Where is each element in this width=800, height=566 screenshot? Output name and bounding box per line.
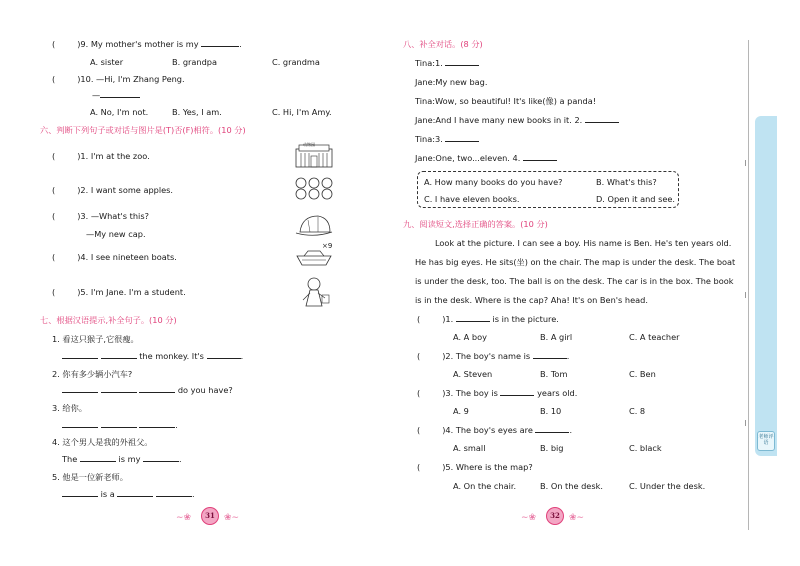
reading-q3-option-c[interactable]: C. 8 [629,406,646,416]
sec7-1-blank-2[interactable] [101,351,137,359]
q9-option-b[interactable]: B. grandpa [172,57,218,67]
dialog-line-1: Tina:1. [415,57,479,69]
reading-q5-option-b[interactable]: B. On the desk. [540,481,603,491]
apples-image [294,176,334,200]
q10-option-b[interactable]: B. Yes, I am. [172,107,222,117]
reading-q1-option-c[interactable]: C. A teacher [629,332,680,342]
dialog-line-6: Jane:One, two...eleven. 4. [415,152,557,164]
sec7-1-blank-1[interactable] [62,351,98,359]
q10-line: ( )10. —Hi, I'm Zhang Peng. [52,74,185,84]
section-6-title: 六、判断下列句子或对话与图片是(T)否(F)相符。(10 分) [40,125,246,135]
q10-blank[interactable] [100,90,140,98]
sec6-item-4: ( )4. I see nineteen boats. [52,252,177,262]
dialog-line-4: Jane:And I have many new books in it. 2. [415,114,619,126]
options-box [417,171,679,208]
binding-tick-mark [745,160,752,166]
binding-tick-mark [745,292,752,298]
sec7-5-blank-1[interactable] [62,489,98,497]
swirl-decoration-icon: ∼❀ [176,513,192,523]
page-number-left [170,504,250,528]
reading-q4-blank[interactable] [535,425,569,433]
sec7-5-blank-3[interactable] [156,489,192,497]
sec7-3-blank-1[interactable] [62,420,98,428]
sec6-item-1: ( )1. I'm at the zoo. [52,151,150,161]
binding-edge-line [748,40,749,530]
sec7-4-blank-1[interactable] [80,454,116,462]
q9-option-a[interactable]: A. sister [90,57,124,67]
swirl-decoration-icon: ❀∼ [224,513,240,523]
section-7-title: 七、根据汉语提示,补全句子。(10 分) [40,315,177,325]
passage-line-4: is in the desk. Where is the cap? Aha! It's on Ben's head. [415,295,648,305]
sec7-2-blank-2[interactable] [101,385,137,393]
reading-q4-option-b[interactable]: B. big [540,443,564,453]
reading-q5-option-a[interactable]: A. On the chair. [453,481,517,491]
sec7-item-5-en: is a . [62,488,195,500]
sec7-3-blank-3[interactable] [139,420,175,428]
right-page [395,0,800,566]
reading-q3-blank[interactable] [500,388,534,396]
reading-q2-option-a[interactable]: A. Steven [453,369,493,379]
reading-q4-option-c[interactable]: C. black [629,443,662,453]
box-option-d[interactable]: D. Open it and see. [596,194,676,204]
sec7-2-blank-3[interactable] [139,385,175,393]
passage-line-1: Look at the picture. I can see a boy. His name is Ben. He's ten years old. [435,238,732,248]
boat-image [294,248,334,268]
sec6-item-3-reply: —My new cap. [86,229,146,239]
dialog-blank-3[interactable] [445,134,479,142]
reading-q4-option-a[interactable]: A. small [453,443,486,453]
reading-q1-option-a[interactable]: A. A boy [453,332,487,342]
dialog-blank-1[interactable] [445,58,479,66]
sec7-item-4-cn: 4. 这个男人是我的外祖父。 [52,437,153,447]
sec7-2-blank-1[interactable] [62,385,98,393]
binding-tick-mark [745,420,752,426]
reading-q2-option-b[interactable]: B. Tom [540,369,568,379]
page-number-badge: 32 [546,507,564,525]
q9-blank[interactable] [201,39,239,47]
student-girl-image [296,276,332,310]
swirl-decoration-icon: ❀∼ [569,513,585,523]
sec7-1-blank-3[interactable] [207,351,241,359]
sec7-5-blank-2[interactable] [117,489,153,497]
sec7-item-2-en: do you have? [62,384,233,396]
passage-line-2: He has big eyes. He sits(坐) on the chair. The map is under the desk. The boat [415,257,736,267]
swirl-decoration-icon: ∼❀ [521,513,537,523]
reading-q5: ( )5. Where is the map? [417,462,533,472]
sec7-item-4-en: The is my . [62,454,182,464]
sec7-4-blank-2[interactable] [143,454,179,462]
box-option-c[interactable]: C. I have eleven books. [424,194,520,204]
sec6-item-3: ( )3. —What's this? [52,211,149,221]
reading-q3-option-b[interactable]: B. 10 [540,406,562,416]
sec7-item-1-en: the monkey. It's . [62,350,243,362]
reading-q2-option-c[interactable]: C. Ben [629,369,656,379]
passage-line-3: is under the desk, too. The ball is on the desk. The car is in the box. The book [415,276,734,286]
q10-option-a[interactable]: A. No, I'm not. [90,107,149,117]
reading-q1: ( )1. is in the picture. [417,314,559,324]
reading-q2: ( )2. The boy's name is . [417,351,570,361]
box-option-a[interactable]: A. How many books do you have? [424,177,563,187]
cap-image [294,212,334,238]
left-page [0,0,395,566]
reading-q3: ( )3. The boy is years old. [417,388,578,398]
q10-option-c[interactable]: C. Hi, I'm Amy. [272,107,332,117]
sec7-item-1-cn: 1. 看这只猴子,它很瘦。 [52,334,139,344]
reading-q1-blank[interactable] [456,314,490,322]
sec6-item-2: ( )2. I want some apples. [52,185,174,195]
reading-q5-option-c[interactable]: C. Under the desk. [629,481,706,491]
page-number-right [515,504,595,528]
sec7-item-2-cn: 2. 你有多少辆小汽车? [52,369,133,379]
teacher-comment-box: 老师评语 [757,431,775,451]
reading-q2-blank[interactable] [533,351,567,359]
sec7-3-blank-2[interactable] [101,420,137,428]
reading-q3-option-a[interactable]: A. 9 [453,406,469,416]
reading-q4: ( )4. The boy's eyes are . [417,425,573,435]
box-option-b[interactable]: B. What's this? [596,177,657,187]
dialog-line-3: Tina:Wow, so beautiful! It's like(像) a panda! [415,96,597,106]
q10-reply: — [92,89,140,101]
dialog-blank-2[interactable] [585,115,619,123]
sec7-item-3-en: . [62,419,178,431]
page-number-badge: 31 [201,507,219,525]
zoo-sign-label: 动物园 [303,142,315,147]
section-9-title: 九、阅读短文,选择正确的答案。(10 分) [403,219,548,229]
boats-count-label: ×9 [322,242,333,250]
q9-option-c[interactable]: C. grandma [272,57,320,67]
sec7-item-5-cn: 5. 他是一位新老师。 [52,472,128,482]
reading-q1-option-b[interactable]: B. A girl [540,332,573,342]
dialog-blank-4[interactable] [523,153,557,161]
section-8-title: 八、补全对话。(8 分) [403,39,483,49]
sec7-item-3-cn: 3. 给你。 [52,403,87,413]
dialog-line-2: Jane:My new bag. [415,77,488,87]
sec6-item-5: ( )5. I'm Jane. I'm a student. [52,287,186,297]
q9-line: ( )9. My mother's mother is my . [52,39,242,49]
dialog-line-5: Tina:3. [415,133,479,145]
side-tab [755,116,777,456]
